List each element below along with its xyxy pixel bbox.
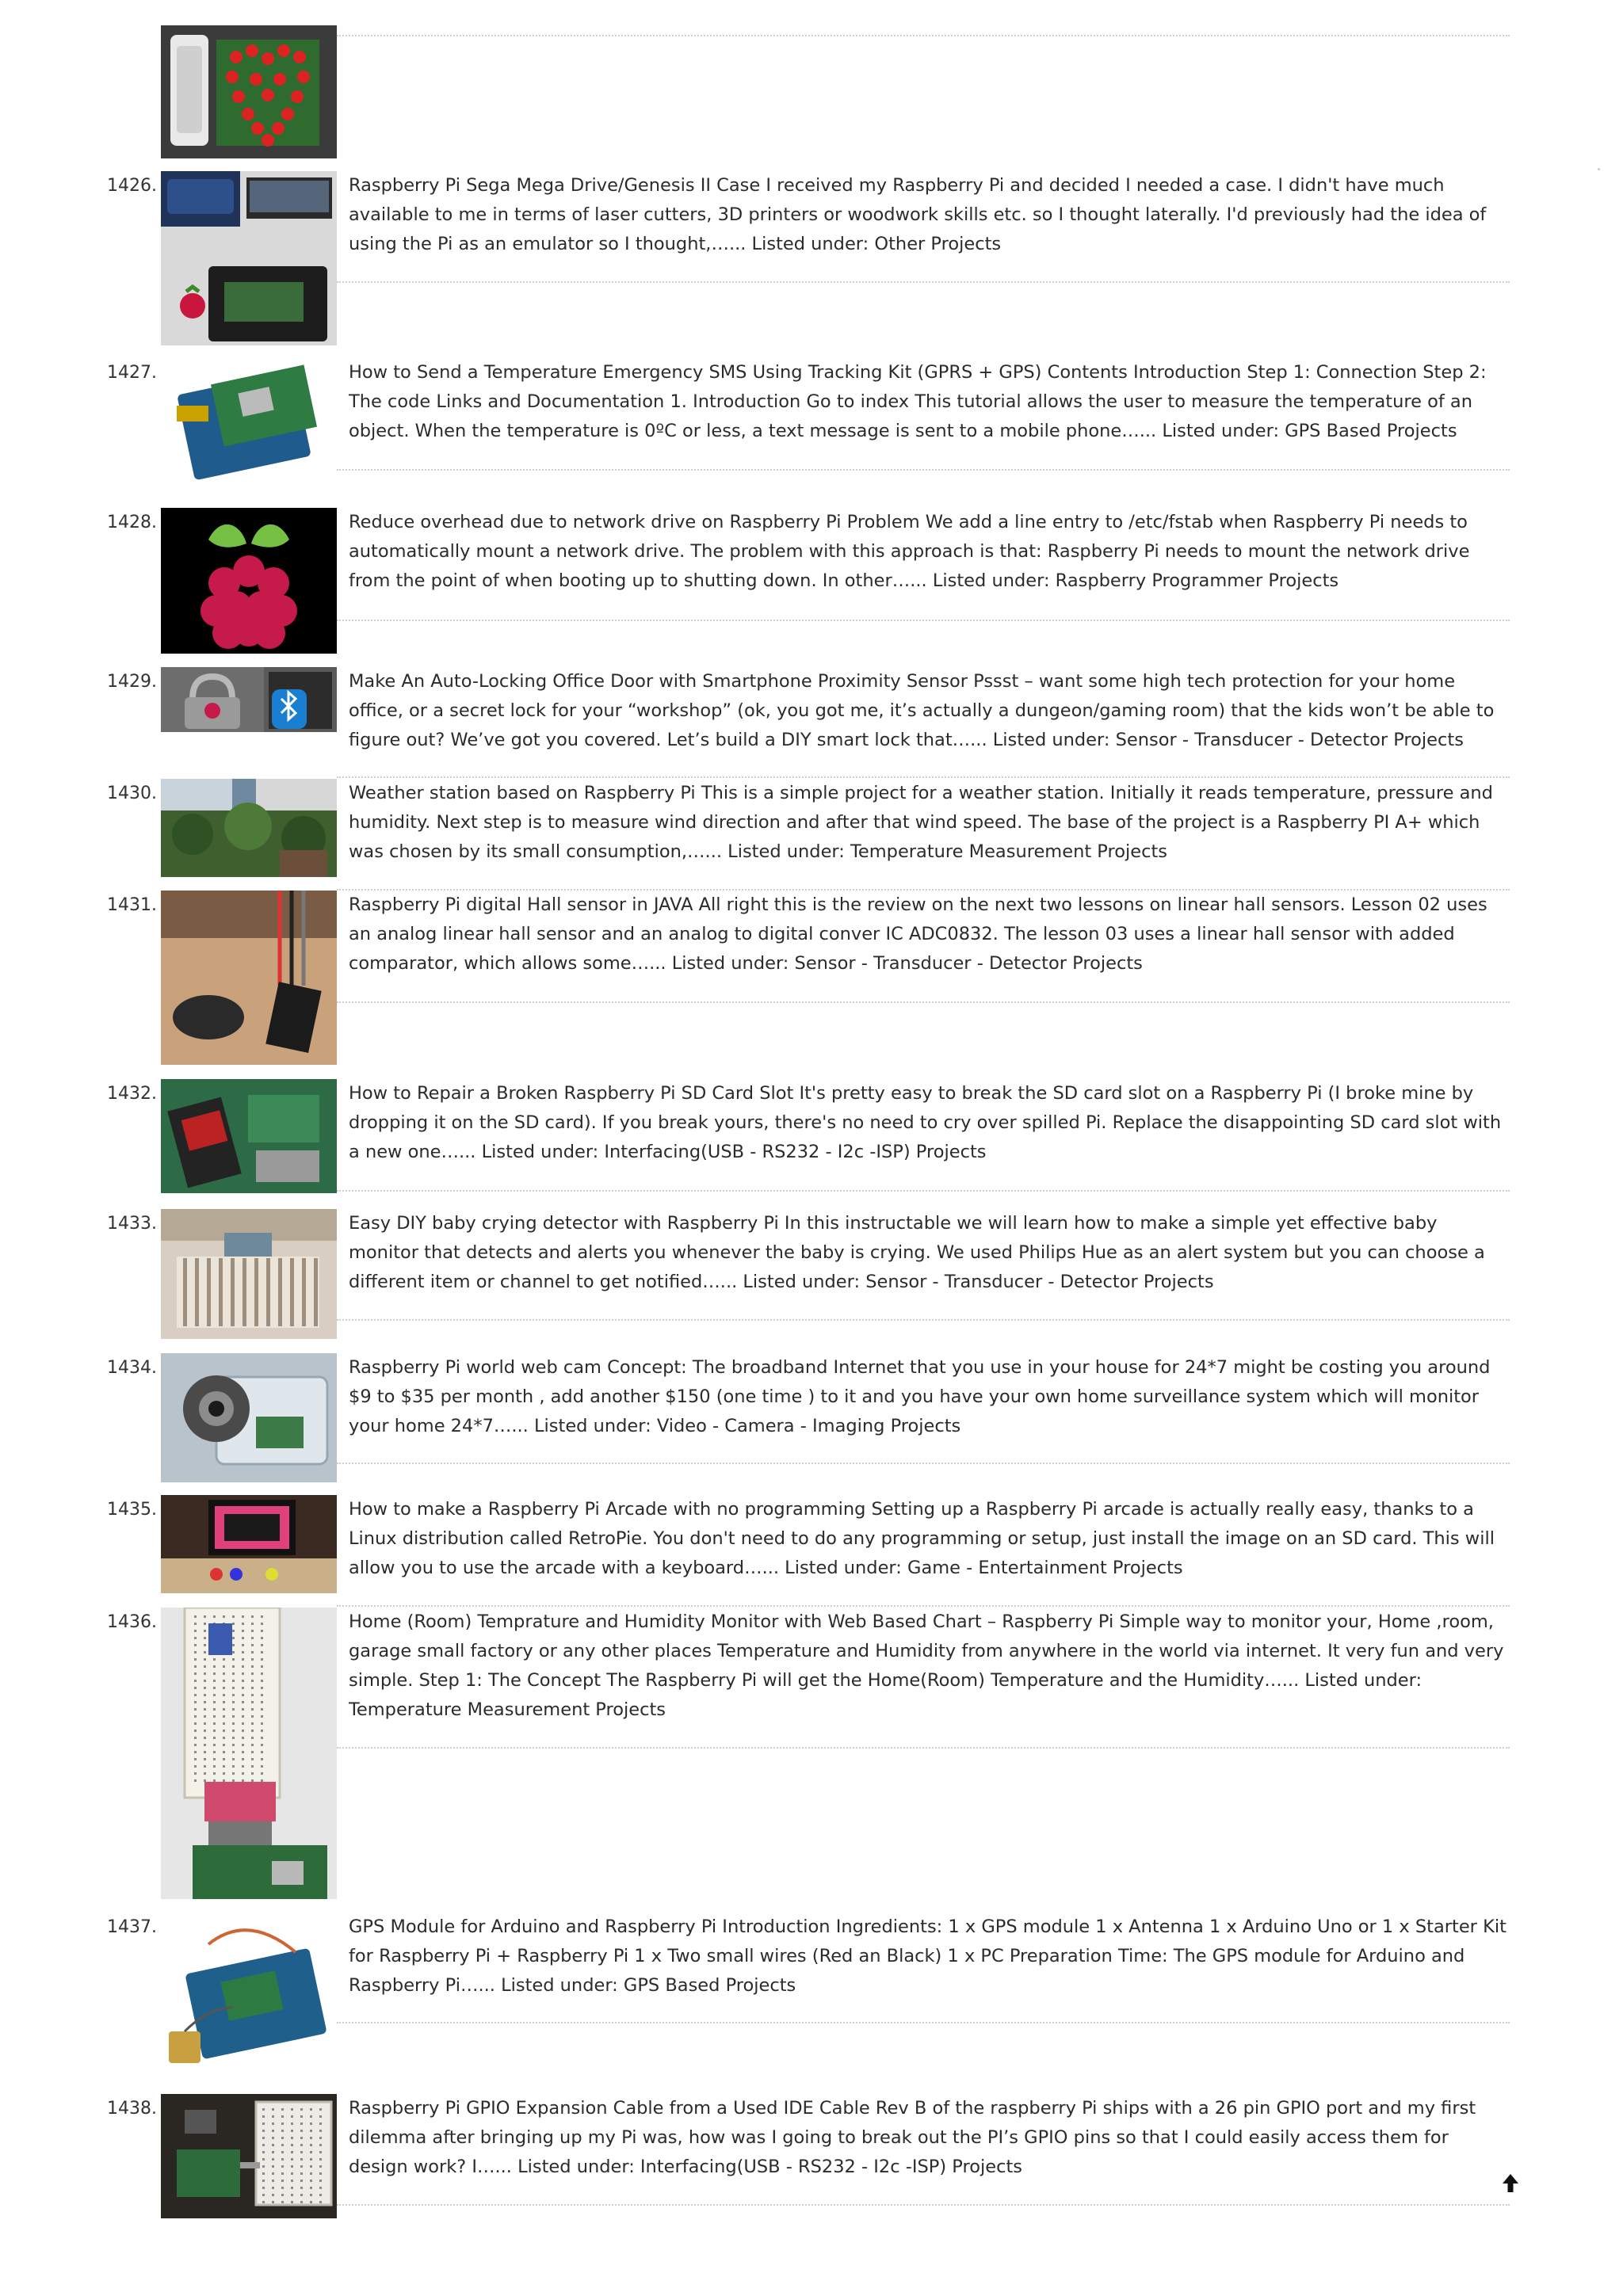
arrow-up-icon [1501,2172,1520,2195]
breadboard-ribbon-image [161,1608,337,1899]
item-number: 1433. [107,1214,157,1234]
project-thumbnail[interactable] [161,1913,337,2074]
item-number: 1438. [107,2099,157,2119]
project-thumbnail[interactable] [161,1608,337,1899]
project-thumbnail[interactable] [161,1209,337,1339]
webcam-box-image [161,1353,337,1482]
project-description [349,2094,1512,2182]
project-description [349,1913,1512,2000]
project-description [349,171,1512,259]
row-divider [337,281,1510,283]
project-description [349,1495,1512,1583]
project-thumbnail[interactable] [161,2094,337,2218]
project-description [349,1608,1512,1725]
project-link[interactable]: GPS Module for Arduino and Raspberry Pi Introduction Ingredients: 1 x GPS module 1 x Antenna 1 x Arduino Uno or 1 x Starter Kit for Raspberry Pi + Raspberry Pi 1 x Two small wires (Red an Black) 1 x PC Preparation Time: The GPS module for Arduino and Raspberry Pi…... Listed under: GPS Based Projects [349,1917,1507,1996]
project-thumbnail[interactable] [161,171,337,345]
bluetooth-padlock-image [161,667,337,732]
project-thumbnail[interactable] [161,508,337,654]
raspberry-logo-image [161,508,337,654]
row-divider [337,1319,1510,1321]
project-description [349,667,1512,755]
project-link[interactable]: Easy DIY baby crying detector with Raspberry Pi In this instructable we will learn how to make a simple yet effective baby monitor that detects and alerts you whenever the baby is crying. We used Philips Hue as an alert system but you can choose a different item or channel to get notified…... Listed under: Sensor - Transducer - Detector Projects [349,1213,1485,1292]
item-number: 1430. [107,784,157,803]
item-number: 1427. [107,363,157,383]
hall-sensor-image [161,891,337,1065]
item-number: 1426. [107,176,157,196]
project-thumbnail[interactable] [161,358,337,481]
gprs-gps-kit-image [161,358,337,481]
project-thumbnail[interactable] [161,779,337,877]
project-link[interactable]: Raspberry Pi world web cam Concept: The broadband Internet that you use in your house for 24*7 might be costing you around $9 to $35 per month , add another $150 (one time ) to it and you have your own home surveillance system which will monitor your home 24*7…... Listed under: Video - Camera - Imaging Projects [349,1357,1491,1436]
project-link[interactable]: Make An Auto-Locking Office Door with Smartphone Proximity Sensor Pssst – want some high tech protection for your home office, or a secret lock for your “workshop” (ok, you got me, it’s actually a dungeon/gaming room) that the kids won’t be able to figure out? We’ve got you covered. Let’s build a DIY smart lock that…... Listed under: Sensor - Transducer - Detector Projects [349,671,1495,750]
baby-crib-image [161,1209,337,1339]
gpio-ide-cable-image [161,2094,337,2218]
project-link[interactable]: Raspberry Pi Sega Mega Drive/Genesis II Case I received my Raspberry Pi and decided I needed a case. I didn't have much available to me in terms of laser cutters, 3D printers or woodwork skills etc. so I thought laterally. I'd previously had the idea of using the Pi as an emulator so I thought,…... Listed under: Other Projects [349,175,1487,254]
sega-case-image [161,171,337,345]
project-link[interactable]: Weather station based on Raspberry Pi This is a simple project for a weather station. Initially it reads temperature, pressure and humidity. Next step is to measure wind direction and after that wind speed. The base of the project is a Raspberry PI A+ which was chosen by its small consumption,…... Listed under: Temperature Measurement Projects [349,783,1493,862]
project-link[interactable]: How to Send a Temperature Emergency SMS Using Tracking Kit (GPRS + GPS) Contents Introduction Step 1: Connection Step 2: The code Links and Documentation 1. Introduction Go to index This tutorial allows the user to measure the temperature of an object. When the temperature is 0ºC or less, a text message is sent to a mobile phone…... Listed under: GPS Based Projects [349,362,1487,441]
scroll-to-top-button[interactable] [1501,2172,1520,2195]
item-number: 1432. [107,1084,157,1104]
project-link[interactable]: How to make a Raspberry Pi Arcade with no programming Setting up a Raspberry Pi arcade is actually really easy, thanks to a Linux distribution called RetroPie. You don't need to do any programming or setup, just install the image on an SD card. This will allow you to use the arcade with a keyboard…... Listed under: Game - Entertainment Projects [349,1499,1495,1578]
item-number: 1435. [107,1500,157,1520]
project-description [349,358,1512,446]
project-description [349,1209,1512,1297]
row-divider [337,2204,1510,2206]
row-divider [337,776,1510,778]
item-number: 1428. [107,513,157,532]
project-link[interactable]: Reduce overhead due to network drive on Raspberry Pi Problem We add a line entry to /etc/fstab when Raspberry Pi needs to automatically mount a network drive. The problem with this approach is that: Raspberry Pi needs to mount the network drive from the point of when booting up to shutting down. In other…... Listed under: Raspberry Programmer Projects [349,512,1470,591]
row-divider [337,1463,1510,1464]
item-number: 1431. [107,895,157,915]
project-description [349,1079,1512,1167]
heart-led-board-image [161,25,337,158]
project-link[interactable]: Raspberry Pi digital Hall sensor in JAVA All right this is the review on the next two lessons on linear hall sensors. Lesson 02 uses an analog linear hall sensor and an analog to digital conver IC ADC0832. The lesson 03 uses a linear hall sensor with added comparator, which allows some…... Listed under: Sensor - Transducer - Detector Projects [349,894,1487,974]
project-thumbnail[interactable] [161,1353,337,1482]
project-thumbnail[interactable] [161,25,337,158]
garden-weather-image [161,779,337,877]
item-number: 1429. [107,672,157,692]
project-description [349,779,1512,867]
project-description [349,508,1512,596]
project-description [349,891,1512,978]
row-divider [337,35,1510,36]
project-thumbnail[interactable] [161,891,337,1065]
project-thumbnail[interactable] [161,1079,337,1193]
row-divider [337,1605,1510,1607]
item-number: 1436. [107,1612,157,1632]
arcade-cabinet-image [161,1495,337,1593]
project-thumbnail[interactable] [161,1495,337,1593]
row-divider [337,2022,1510,2023]
row-divider [337,1001,1510,1003]
row-divider [337,620,1510,621]
item-number: 1437. [107,1917,157,1937]
edge-marker [1598,168,1600,170]
row-divider [337,1747,1510,1749]
project-description [349,1353,1512,1441]
project-link[interactable]: Raspberry Pi GPIO Expansion Cable from a Used IDE Cable Rev B of the raspberry Pi ships with a 26 pin GPIO port and my first dilemma after bringing up my Pi was, how was I going to break out the PI’s GPIO pins so that I could easily access them for design work? I…... Listed under: Interfacing(USB - RS232 - I2c -ISP) Projects [349,2098,1476,2177]
row-divider [337,1190,1510,1192]
sd-card-slot-image [161,1079,337,1193]
project-thumbnail[interactable] [161,667,337,732]
row-divider [337,469,1510,471]
project-link[interactable]: Home (Room) Temprature and Humidity Monitor with Web Based Chart – Raspberry Pi Simple way to monitor your, Home ,room, garage small factory or any other places Temperature and Humidity from anywhere in the world via internet. It very fun and very simple. Step 1: The Concept The Raspberry Pi will get the Home(Room) Temperature and the Humidity…... Listed under: Temperature Measurement Projects [349,1611,1504,1720]
project-link[interactable]: How to Repair a Broken Raspberry Pi SD Card Slot It's pretty easy to break the SD card slot on a Raspberry Pi (I broke mine by dropping it on the SD card). If you break yours, there's no need to cry over spilled Pi. Replace the disappointing SD card slot with a new one…... Listed under: Interfacing(USB - RS232 - I2c -ISP) Projects [349,1083,1502,1162]
gps-arduino-image [161,1913,337,2074]
item-number: 1434. [107,1358,157,1378]
